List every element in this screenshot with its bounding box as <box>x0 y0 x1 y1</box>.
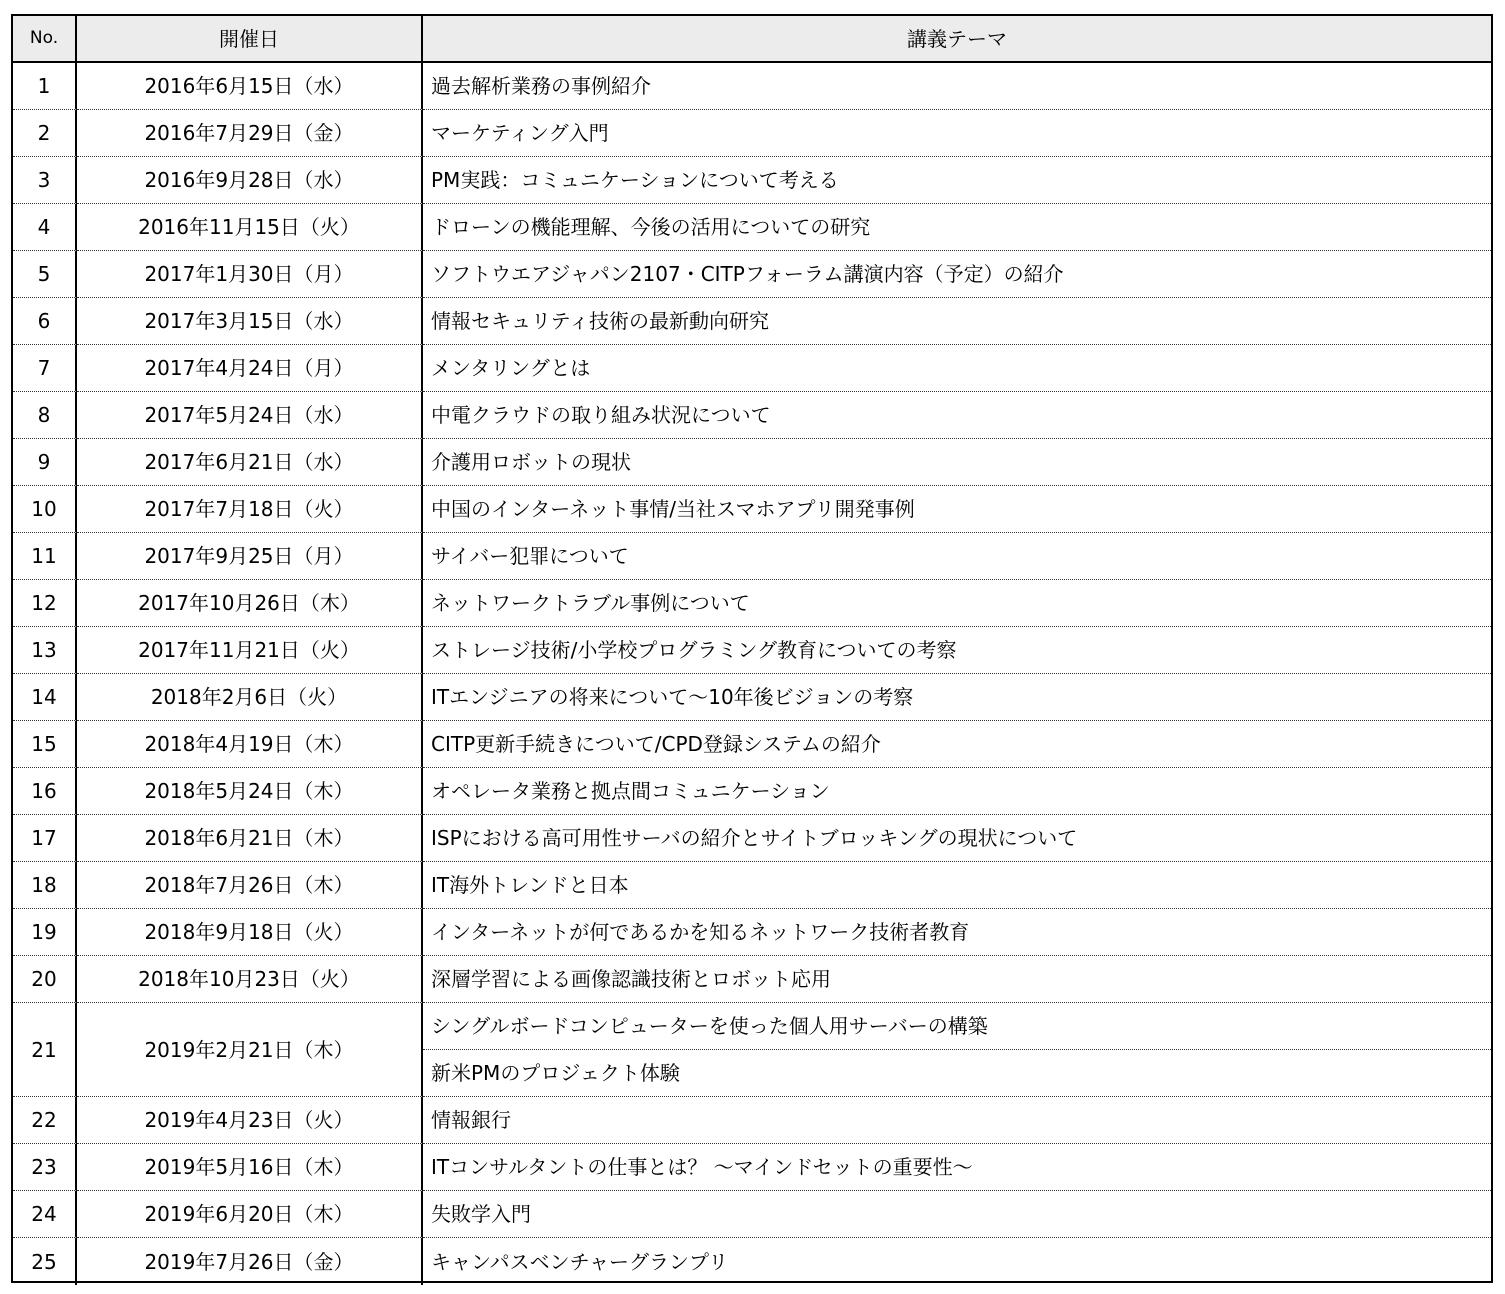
row-date: 2017年10月26日（木） <box>77 580 423 627</box>
row-number: 5 <box>13 251 77 298</box>
row-date: 2019年7月26日（金） <box>77 1238 423 1285</box>
row-date: 2016年11月15日（火） <box>77 204 423 251</box>
row-number: 14 <box>13 674 77 721</box>
row-number: 9 <box>13 439 77 486</box>
row-date: 2019年4月23日（火） <box>77 1097 423 1144</box>
row-topic: PM実践：コミュニケーションについて考える <box>423 157 1491 204</box>
row-topic: IT海外トレンドと日本 <box>423 862 1491 909</box>
row-date: 2017年3月15日（水） <box>77 298 423 345</box>
row-topic: キャンパスベンチャーグランプリ <box>431 1249 729 1274</box>
row-topic: ITコンサルタントの仕事とは？ ～マインドセットの重要性～ <box>423 1144 1491 1191</box>
row-topics <box>423 1003 1491 1097</box>
row-number: 2 <box>13 110 77 157</box>
row-date: 2017年11月21日（火） <box>77 627 423 674</box>
row-number: 18 <box>13 862 77 909</box>
row-date: 2016年6月15日（水） <box>77 63 423 110</box>
row-number: 4 <box>13 204 77 251</box>
header-no: No. <box>13 16 77 63</box>
row-number: 15 <box>13 721 77 768</box>
row-date: 2018年7月26日（木） <box>77 862 423 909</box>
row-date: 2018年4月19日（木） <box>77 721 423 768</box>
row-topic: マーケティング入門 <box>423 110 1491 157</box>
row-topic: インターネットが何であるかを知るネットワーク技術者教育 <box>423 909 1491 956</box>
row-number: 11 <box>13 533 77 580</box>
row-number: 23 <box>13 1144 77 1191</box>
row-topic: ソフトウエアジャパン2107・CITPフォーラム講演内容（予定）の紹介 <box>423 251 1491 298</box>
row-number: 1 <box>13 63 77 110</box>
row-number: 20 <box>13 956 77 1003</box>
row-topic: 失敗学入門 <box>423 1191 1491 1238</box>
row-topic: ストレージ技術/小学校プログラミング教育についての考察 <box>423 627 1491 674</box>
row-date: 2017年6月21日（水） <box>77 439 423 486</box>
row-topic: 中電クラウドの取り組み状況について <box>423 392 1491 439</box>
header-date: 開催日 <box>77 16 423 63</box>
row-topic: 過去解析業務の事例紹介 <box>423 63 1491 110</box>
row-date: 2019年2月21日（木） <box>77 1003 423 1097</box>
row-number: 8 <box>13 392 77 439</box>
row-number: 6 <box>13 298 77 345</box>
row-date: 2019年5月16日（木） <box>77 1144 423 1191</box>
row-topic: 介護用ロボットの現状 <box>423 439 1491 486</box>
row-number: 16 <box>13 768 77 815</box>
row-topic: シングルボードコンピューターを使った個人用サーバーの構築 <box>431 1014 988 1038</box>
row-date: 2016年7月29日（金） <box>77 110 423 157</box>
row-number: 21 <box>13 1003 77 1097</box>
row-topic: サイバー犯罪について <box>423 533 1491 580</box>
row-number: 10 <box>13 486 77 533</box>
row-date: 2018年2月6日（火） <box>77 674 423 721</box>
row-topic: メンタリングとは <box>423 345 1491 392</box>
row-number: 24 <box>13 1191 77 1238</box>
row-date: 2017年5月24日（水） <box>77 392 423 439</box>
row-topic: CITP更新手続きについて/CPD登録システムの紹介 <box>423 721 1491 768</box>
row-number: 7 <box>13 345 77 392</box>
row-number: 25 <box>13 1238 77 1285</box>
row-topic: ISPにおける高可用性サーバの紹介とサイトブロッキングの現状について <box>423 815 1491 862</box>
row-number: 12 <box>13 580 77 627</box>
row-topic: 情報セキュリティ技術の最新動向研究 <box>423 298 1491 345</box>
row-topic: ITエンジニアの将来について～10年後ビジョンの考察 <box>423 674 1491 721</box>
row-date: 2017年9月25日（月） <box>77 533 423 580</box>
row-topic: ドローンの機能理解、今後の活用についての研究 <box>423 204 1491 251</box>
row-number: 22 <box>13 1097 77 1144</box>
row-date: 2018年10月23日（火） <box>77 956 423 1003</box>
row-topic: 新米PMのプロジェクト体験 <box>423 1049 1491 1096</box>
row-number: 19 <box>13 909 77 956</box>
row-topic: ネットワークトラブル事例について <box>423 580 1491 627</box>
row-topic: 中国のインターネット事情/当社スマホアプリ開発事例 <box>423 486 1491 533</box>
row-number: 3 <box>13 157 77 204</box>
row-date: 2016年9月28日（水） <box>77 157 423 204</box>
row-topic: 情報銀行 <box>423 1097 1491 1144</box>
row-number: 17 <box>13 815 77 862</box>
row-date: 2019年6月20日（木） <box>77 1191 423 1238</box>
row-date: 2017年4月24日（月） <box>77 345 423 392</box>
row-date: 2018年9月18日（火） <box>77 909 423 956</box>
row-date: 2018年5月24日（木） <box>77 768 423 815</box>
row-date: 2017年1月30日（月） <box>77 251 423 298</box>
row-number: 13 <box>13 627 77 674</box>
lecture-table <box>11 14 1493 1283</box>
row-topic: 深層学習による画像認識技術とロボット応用 <box>423 956 1491 1003</box>
row-topic: オペレータ業務と拠点間コミュニケーション <box>423 768 1491 815</box>
row-date: 2017年7月18日（火） <box>77 486 423 533</box>
row-date: 2018年6月21日（木） <box>77 815 423 862</box>
header-topic: 講義テーマ <box>423 16 1491 63</box>
